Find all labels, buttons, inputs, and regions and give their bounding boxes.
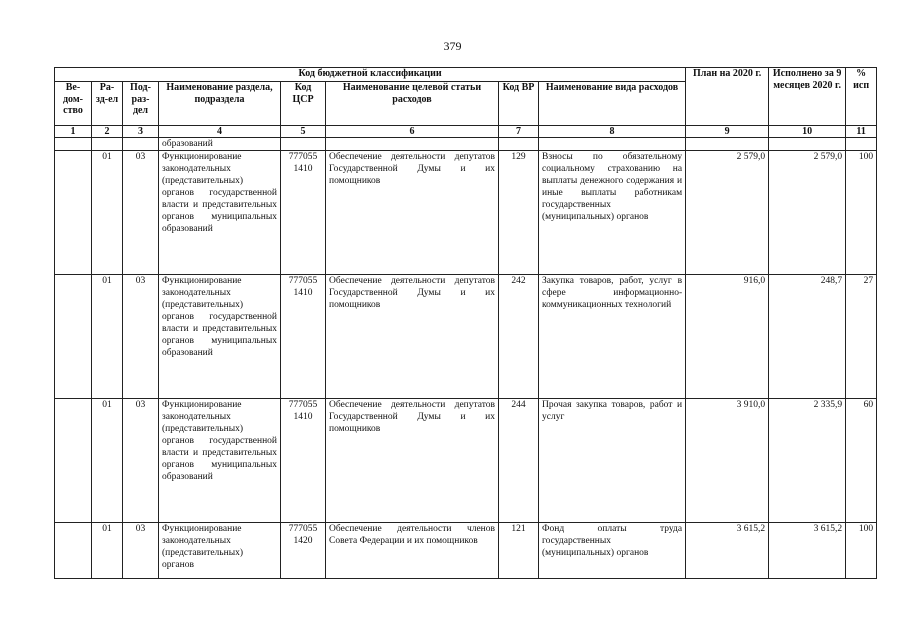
cell-podrazdel: 03 bbox=[123, 275, 159, 399]
cell-plan: 916,0 bbox=[686, 275, 769, 399]
cell-executed: 3 615,2 bbox=[769, 523, 846, 579]
header-group-row bbox=[55, 68, 877, 82]
column-number: 3 bbox=[123, 126, 159, 138]
cell-vr: 129 bbox=[499, 151, 539, 275]
column-number: 8 bbox=[539, 126, 686, 138]
cell-executed: 2 335,9 bbox=[769, 399, 846, 523]
cell-vr: 244 bbox=[499, 399, 539, 523]
table-row bbox=[55, 275, 877, 399]
table-row bbox=[55, 523, 877, 579]
column-number: 9 bbox=[686, 126, 769, 138]
cell-ved bbox=[55, 523, 92, 579]
cell-name-razdel: Функционирование законодательных (представительных) органов государственной власти и представительных органов муниципальных образований bbox=[159, 399, 281, 523]
header-ved: Ве-дом-ство bbox=[55, 82, 92, 126]
cell-name-razdel: Функционирование законодательных (представительных) органов государственной власти и представительных органов муниципальных образований bbox=[159, 275, 281, 399]
cell-vr: 121 bbox=[499, 523, 539, 579]
header-vr: Код ВР bbox=[499, 82, 539, 126]
cell-podrazdel: 03 bbox=[123, 399, 159, 523]
cell-pct: 27 bbox=[846, 275, 877, 399]
header-target-name: Наименование целевой статьи расходов bbox=[326, 82, 499, 126]
continuation-text: образований bbox=[159, 138, 281, 151]
cell-vr: 242 bbox=[499, 275, 539, 399]
header-name-razdel: Наименование раздела, подраздела bbox=[159, 82, 281, 126]
cell-vr-name: Закупка товаров, работ, услуг в сфере информационно-коммуникационных технологий bbox=[539, 275, 686, 399]
cell-podrazdel: 03 bbox=[123, 523, 159, 579]
header-vr-name: Наименование вида расходов bbox=[539, 82, 686, 126]
cell-pct: 100 bbox=[846, 151, 877, 275]
table-row bbox=[55, 151, 877, 275]
cell-ved bbox=[55, 275, 92, 399]
column-number: 5 bbox=[281, 126, 326, 138]
column-number: 6 bbox=[326, 126, 499, 138]
cell-csr: 777055 1410 bbox=[281, 275, 326, 399]
cell-csr: 777055 1420 bbox=[281, 523, 326, 579]
header-pct: % исп bbox=[846, 68, 877, 126]
cell-vr-name: Прочая закупка товаров, работ и услуг bbox=[539, 399, 686, 523]
column-number: 10 bbox=[769, 126, 846, 138]
cell-ved bbox=[55, 151, 92, 275]
header-podrazdel: Под-раз-дел bbox=[123, 82, 159, 126]
continuation-row bbox=[55, 138, 877, 151]
header-plan: План на 2020 г. bbox=[686, 68, 769, 126]
table-row bbox=[55, 399, 877, 523]
page-number: 379 bbox=[443, 39, 462, 53]
column-number: 4 bbox=[159, 126, 281, 138]
column-number-row bbox=[55, 126, 877, 138]
cell-target-name: Обеспечение деятельности депутатов Государственной Думы и их помощников bbox=[326, 151, 499, 275]
cell-executed: 2 579,0 bbox=[769, 151, 846, 275]
cell-vr-name: Фонд оплаты труда государственных (муниципальных) органов bbox=[539, 523, 686, 579]
cell-csr: 777055 1410 bbox=[281, 399, 326, 523]
cell-plan: 3 910,0 bbox=[686, 399, 769, 523]
cell-razdel: 01 bbox=[92, 151, 123, 275]
cell-target-name: Обеспечение деятельности членов Совета Федерации и их помощников bbox=[326, 523, 499, 579]
cell-name-razdel: Функционирование законодательных (представительных) органов государственной власти и представительных органов муниципальных образований bbox=[159, 151, 281, 275]
cell-podrazdel: 03 bbox=[123, 151, 159, 275]
cell-name-razdel: Функционирование законодательных (представительных) органов bbox=[159, 523, 281, 579]
cell-plan: 3 615,2 bbox=[686, 523, 769, 579]
header-executed: Исполнено за 9 месяцев 2020 г. bbox=[769, 68, 846, 126]
header-razdel: Ра-зд-ел bbox=[92, 82, 123, 126]
cell-pct: 100 bbox=[846, 523, 877, 579]
cell-ved bbox=[55, 399, 92, 523]
cell-executed: 248,7 bbox=[769, 275, 846, 399]
cell-plan: 2 579,0 bbox=[686, 151, 769, 275]
cell-csr: 777055 1410 bbox=[281, 151, 326, 275]
header-csr: Код ЦСР bbox=[281, 82, 326, 126]
column-number: 1 bbox=[55, 126, 92, 138]
column-number: 2 bbox=[92, 126, 123, 138]
cell-razdel: 01 bbox=[92, 399, 123, 523]
cell-target-name: Обеспечение деятельности депутатов Государственной Думы и их помощников bbox=[326, 399, 499, 523]
cell-razdel: 01 bbox=[92, 275, 123, 399]
column-number: 7 bbox=[499, 126, 539, 138]
cell-vr-name: Взносы по обязательному социальному страхованию на выплаты денежного содержания и иные выплаты работникам государственных (муниципальных) органов bbox=[539, 151, 686, 275]
cell-target-name: Обеспечение деятельности депутатов Государственной Думы и их помощников bbox=[326, 275, 499, 399]
budget-table bbox=[54, 67, 877, 579]
cell-pct: 60 bbox=[846, 399, 877, 523]
header-classification-group: Код бюджетной классификации bbox=[55, 68, 686, 82]
cell-razdel: 01 bbox=[92, 523, 123, 579]
column-number: 11 bbox=[846, 126, 877, 138]
